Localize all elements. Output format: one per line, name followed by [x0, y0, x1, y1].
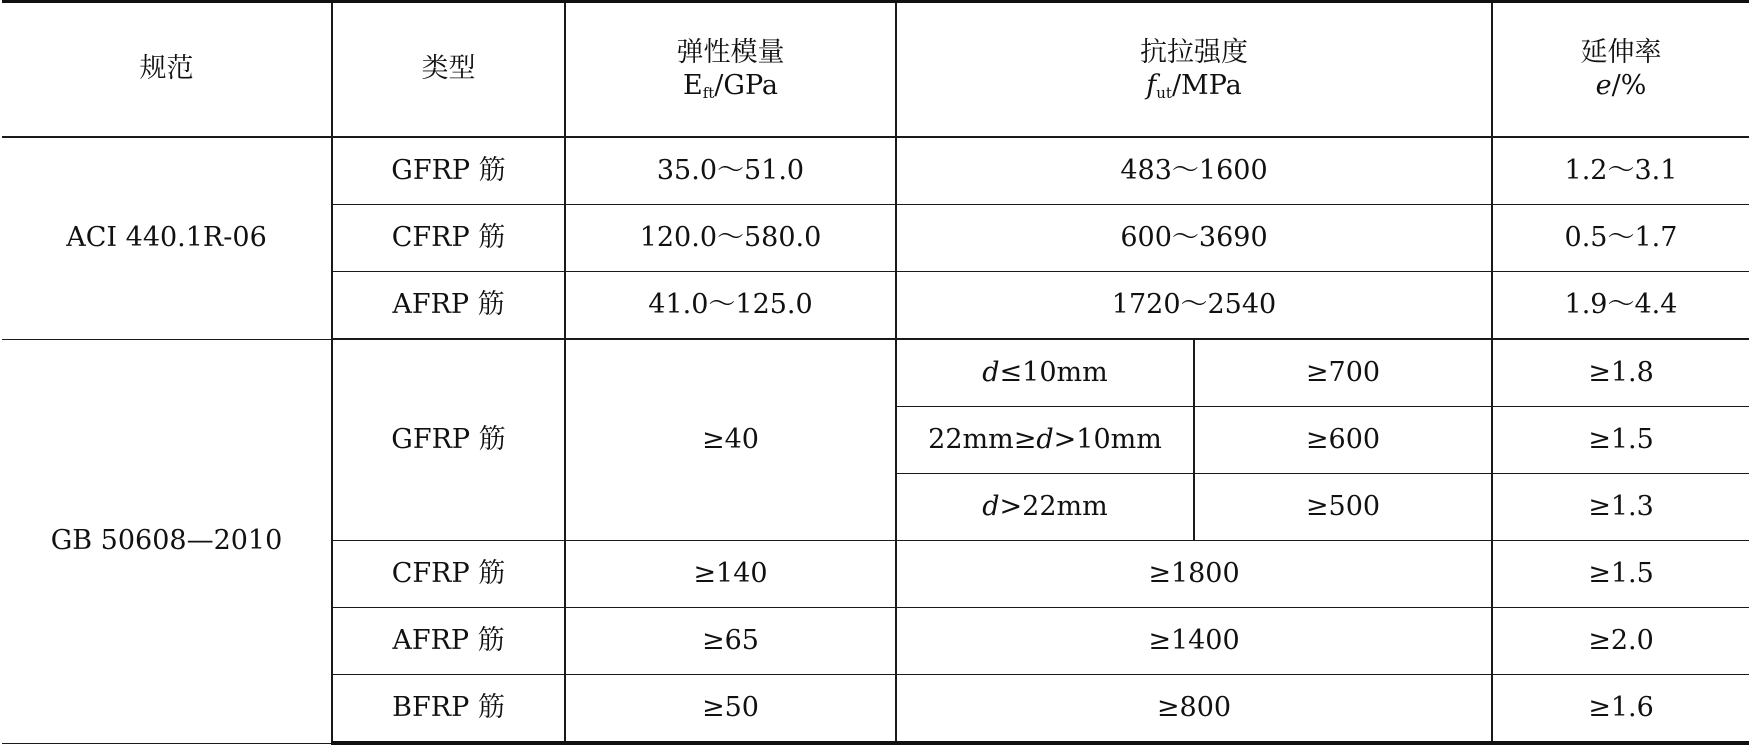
header-modulus-label: 弹性模量 [676, 37, 785, 69]
strength-cell: ≥1400 [896, 608, 1492, 675]
type-cell: BFRP 筋 [332, 675, 565, 744]
elongation-cell: ≥1.8 [1492, 339, 1749, 407]
modulus-cell: 120.0～580.0 [565, 205, 896, 272]
spec-cell-gb: GB 50608—2010 [2, 339, 332, 743]
modulus-cell: 41.0～125.0 [565, 272, 896, 340]
strength-cell: ≥700 [1194, 339, 1492, 407]
elongation-cell: ≥1.5 [1492, 541, 1749, 608]
modulus-cell: ≥65 [565, 608, 896, 675]
diameter-condition-cell: d≤10mm [896, 339, 1194, 407]
modulus-cell: ≥140 [565, 541, 896, 608]
type-cell: GFRP 筋 [332, 137, 565, 205]
header-strength-unit: $f_{ut}$/MPa [1146, 69, 1242, 102]
elongation-cell: 1.2～3.1 [1492, 137, 1749, 205]
header-spec: 规范 [2, 3, 332, 137]
strength-cell: ≥600 [1194, 407, 1492, 474]
header-elongation-unit: e/% [1595, 69, 1647, 101]
diameter-condition-cell: 22mm≥d>10mm [896, 407, 1194, 474]
table-row [2, 137, 1749, 205]
table-row [2, 339, 1749, 407]
diameter-condition-cell: d>22mm [896, 474, 1194, 541]
spec-cell-aci: ACI 440.1R-06 [2, 137, 332, 339]
elongation-cell: 0.5～1.7 [1492, 205, 1749, 272]
strength-cell: ≥1800 [896, 541, 1492, 608]
strength-cell: 1720～2540 [896, 272, 1492, 340]
header-elongation [1492, 3, 1749, 137]
elongation-cell: 1.9～4.4 [1492, 272, 1749, 340]
header-modulus [565, 3, 896, 137]
header-strength-label: 抗拉强度 [1140, 37, 1248, 69]
header-strength [896, 3, 1492, 137]
elongation-cell: ≥2.0 [1492, 608, 1749, 675]
type-cell: AFRP 筋 [332, 608, 565, 675]
type-cell: GFRP 筋 [332, 339, 565, 541]
header-modulus-unit: $E_{ft}$/GPa [682, 69, 779, 102]
strength-cell: ≥800 [896, 675, 1492, 744]
type-cell: CFRP 筋 [332, 205, 565, 272]
elongation-cell: ≥1.5 [1492, 407, 1749, 474]
modulus-cell: ≥40 [565, 339, 896, 541]
type-cell: CFRP 筋 [332, 541, 565, 608]
elongation-cell: ≥1.3 [1492, 474, 1749, 541]
elongation-cell: ≥1.6 [1492, 675, 1749, 744]
strength-cell: 600～3690 [896, 205, 1492, 272]
type-cell: AFRP 筋 [332, 272, 565, 340]
header-type: 类型 [332, 3, 565, 137]
strength-cell: 483～1600 [896, 137, 1492, 205]
table-header-row [2, 3, 1749, 137]
modulus-cell: 35.0～51.0 [565, 137, 896, 205]
header-elongation-label: 延伸率 [1580, 37, 1662, 69]
modulus-cell: ≥50 [565, 675, 896, 744]
frp-spec-table-container [2, 0, 1749, 745]
strength-cell: ≥500 [1194, 474, 1492, 541]
frp-specification-table [2, 3, 1749, 745]
